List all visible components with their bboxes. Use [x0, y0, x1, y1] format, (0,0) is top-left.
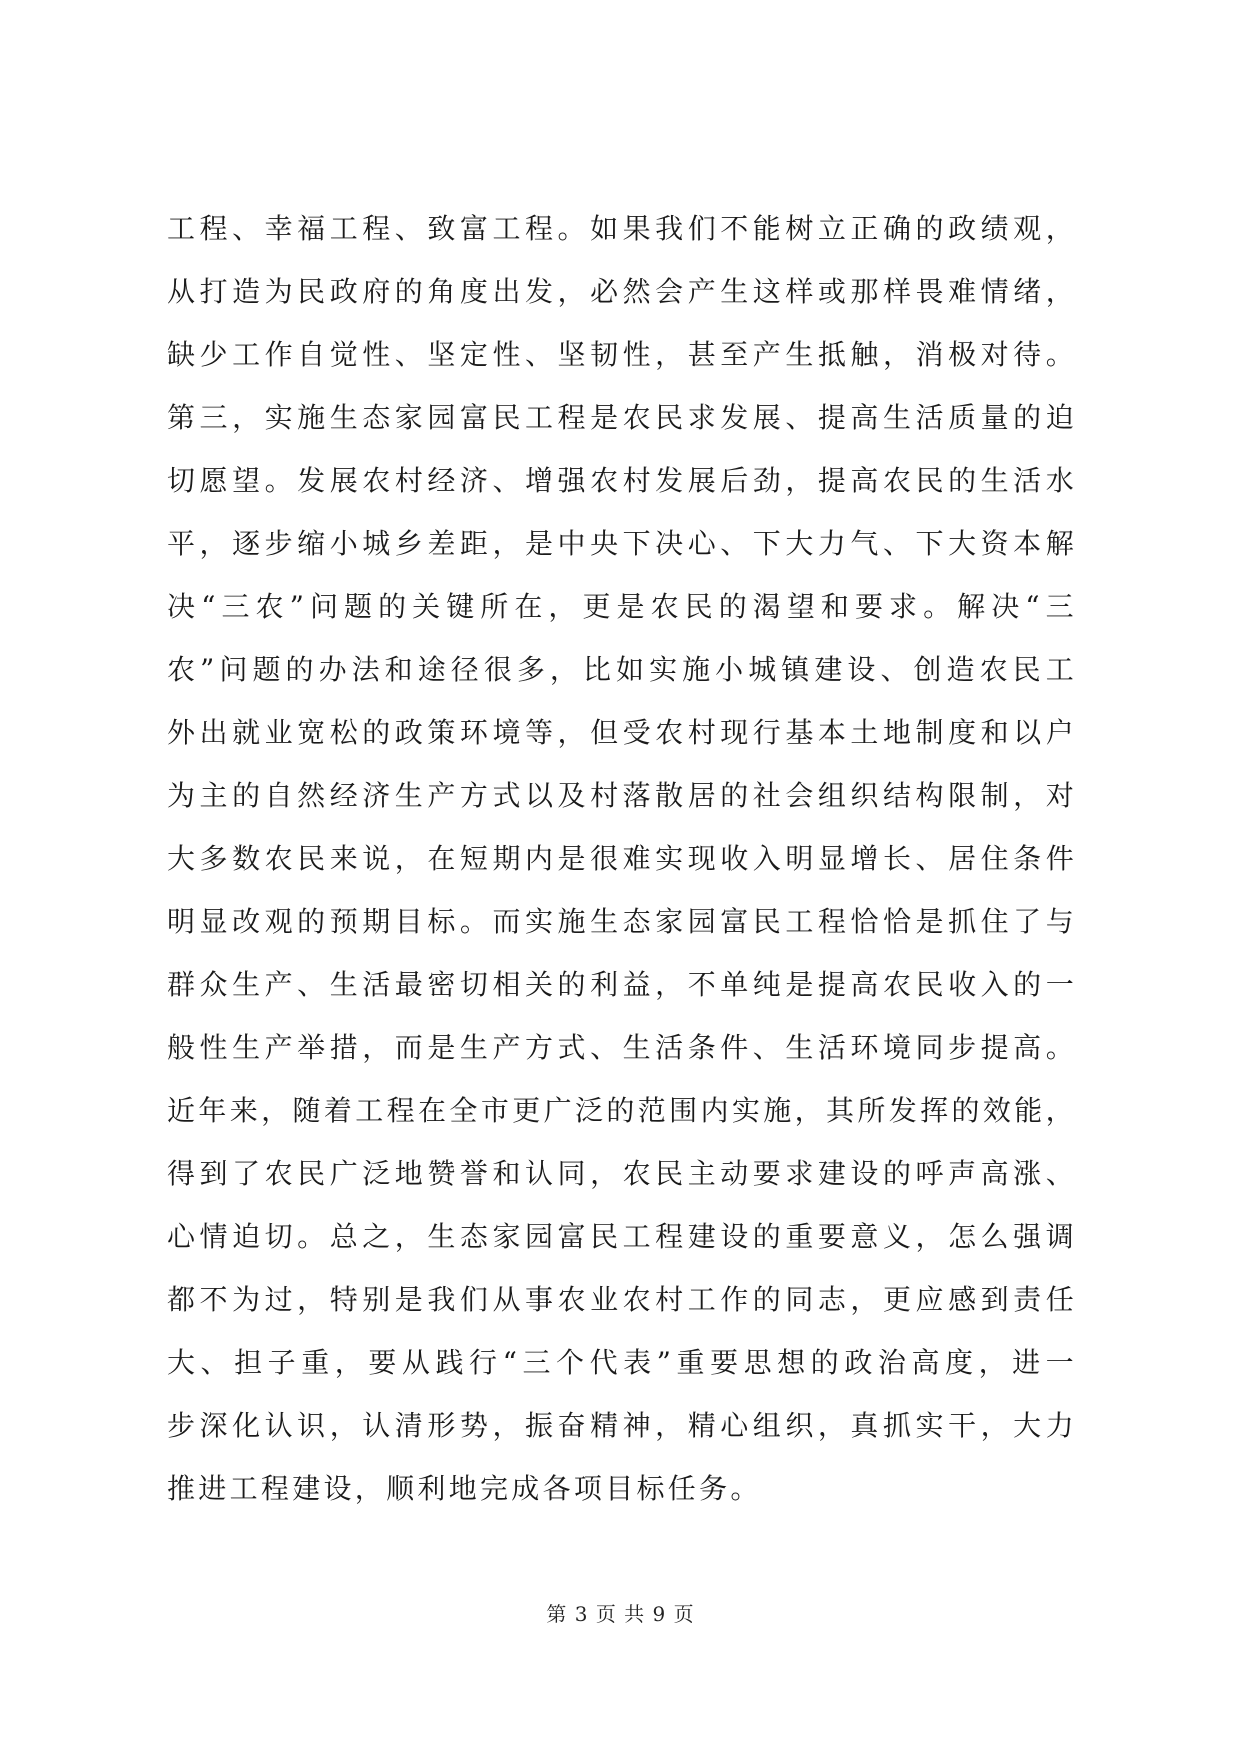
- text-line: 群众生产、生活最密切相关的利益，不单纯是提高农民收入的一: [167, 968, 1077, 1001]
- text-line-last: 推进工程建设，顺利地完成各项目标任务。: [167, 1472, 762, 1505]
- page-number: 第 3 页 共 9 页: [546, 1602, 695, 1626]
- text-line: 都不为过，特别是我们从事农业农村工作的同志，更应感到责任: [167, 1283, 1077, 1316]
- text-line: 步深化认识，认清形势，振奋精神，精心组织，真抓实干，大力: [167, 1409, 1077, 1442]
- text-line: 工程、幸福工程、致富工程。如果我们不能树立正确的政绩观，: [167, 212, 1077, 245]
- text-line: 切愿望。发展农村经济、增强农村发展后劲，提高农民的生活水: [167, 464, 1077, 497]
- text-line: 心情迫切。总之，生态家园富民工程建设的重要意义，怎么强调: [167, 1220, 1077, 1253]
- text-line: 般性生产举措，而是生产方式、生活条件、生活环境同步提高。: [167, 1031, 1077, 1064]
- text-line: 大多数农民来说，在短期内是很难实现收入明显增长、居住条件: [167, 842, 1077, 875]
- text-line: 农”问题的办法和途径很多，比如实施小城镇建设、创造农民工: [167, 653, 1077, 686]
- text-line: 外出就业宽松的政策环境等，但受农村现行基本土地制度和以户: [167, 716, 1077, 749]
- text-line: 得到了农民广泛地赞誉和认同，农民主动要求建设的呼声高涨、: [167, 1157, 1077, 1190]
- text-line: 决“三农”问题的关键所在，更是农民的渴望和要求。解决“三: [167, 590, 1077, 623]
- text-line: 从打造为民政府的角度出发，必然会产生这样或那样畏难情绪，: [167, 275, 1077, 308]
- text-line: 近年来，随着工程在全市更广泛的范围内实施，其所发挥的效能，: [167, 1094, 1077, 1127]
- page-footer: [0, 1598, 1241, 1627]
- text-line: 第三，实施生态家园富民工程是农民求发展、提高生活质量的迫: [167, 401, 1077, 434]
- text-line: 缺少工作自觉性、坚定性、坚韧性，甚至产生抵触，消极对待。: [167, 338, 1077, 371]
- text-line: 明显改观的预期目标。而实施生态家园富民工程恰恰是抓住了与: [167, 905, 1077, 938]
- text-line: 为主的自然经济生产方式以及村落散居的社会组织结构限制，对: [167, 779, 1077, 812]
- text-line: 平，逐步缩小城乡差距，是中央下决心、下大力气、下大资本解: [167, 527, 1077, 560]
- body-text: [167, 197, 1077, 1520]
- text-line: 大、担子重，要从践行“三个代表”重要思想的政治高度，进一: [167, 1346, 1077, 1379]
